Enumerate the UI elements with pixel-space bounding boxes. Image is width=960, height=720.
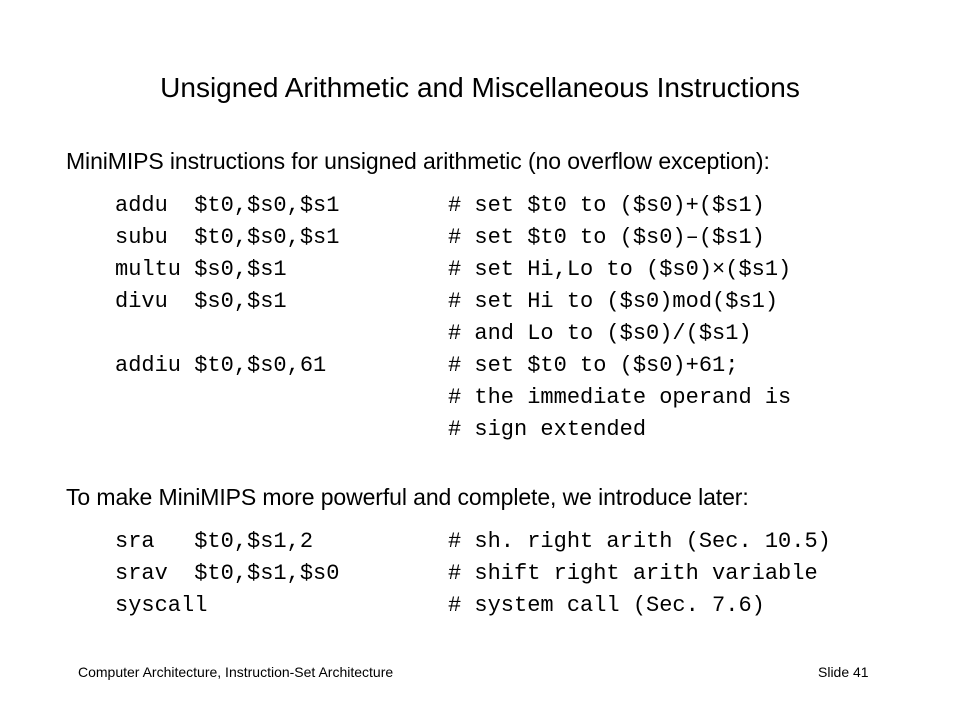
code-comment: # sh. right arith (Sec. 10.5) — [448, 529, 831, 554]
code-instruction: srav $t0,$s1,$s0 — [115, 561, 340, 586]
code-comment: # sign extended — [448, 417, 647, 442]
code-comment: # and Lo to ($s0)/($s1) — [448, 321, 752, 346]
section2-code-block — [115, 526, 831, 622]
code-line — [115, 558, 818, 590]
footer-course-title: Computer Architecture, Instruction-Set Architecture — [78, 664, 394, 680]
code-line — [115, 382, 792, 414]
code-comment: # set Hi to ($s0)mod($s1) — [448, 289, 779, 314]
section1-code-block — [115, 190, 792, 446]
code-line — [115, 254, 792, 286]
section2-heading: To make MiniMIPS more powerful and complete, we introduce later: — [66, 484, 749, 510]
code-line — [115, 414, 647, 446]
code-instruction: subu $t0,$s0,$s1 — [115, 225, 340, 250]
code-line — [115, 350, 739, 382]
code-instruction: addu $t0,$s0,$s1 — [115, 193, 340, 218]
code-comment: # shift right arith variable — [448, 561, 818, 586]
code-instruction: divu $s0,$s1 — [115, 289, 287, 314]
code-comment: # set $t0 to ($s0)–($s1) — [448, 225, 765, 250]
code-instruction: syscall — [115, 593, 208, 618]
code-comment: # the immediate operand is — [448, 385, 792, 410]
code-comment: # set $t0 to ($s0)+61; — [448, 353, 739, 378]
code-instruction: multu $s0,$s1 — [115, 257, 287, 282]
footer-slide-number: Slide 41 — [818, 664, 869, 680]
code-line — [115, 190, 765, 222]
code-instruction: addiu $t0,$s0,61 — [115, 353, 327, 378]
code-line — [115, 590, 765, 622]
code-line — [115, 318, 752, 350]
code-comment: # set $t0 to ($s0)+($s1) — [448, 193, 765, 218]
code-instruction: sra $t0,$s1,2 — [115, 529, 314, 554]
section1-heading: MiniMIPS instructions for unsigned arithmetic (no overflow exception): — [66, 148, 770, 174]
code-line — [115, 526, 831, 558]
slide-title: Unsigned Arithmetic and Miscellaneous Instructions — [160, 72, 800, 103]
code-comment: # set Hi,Lo to ($s0)×($s1) — [448, 257, 792, 282]
code-line — [115, 222, 765, 254]
code-comment: # system call (Sec. 7.6) — [448, 593, 765, 618]
code-line — [115, 286, 779, 318]
